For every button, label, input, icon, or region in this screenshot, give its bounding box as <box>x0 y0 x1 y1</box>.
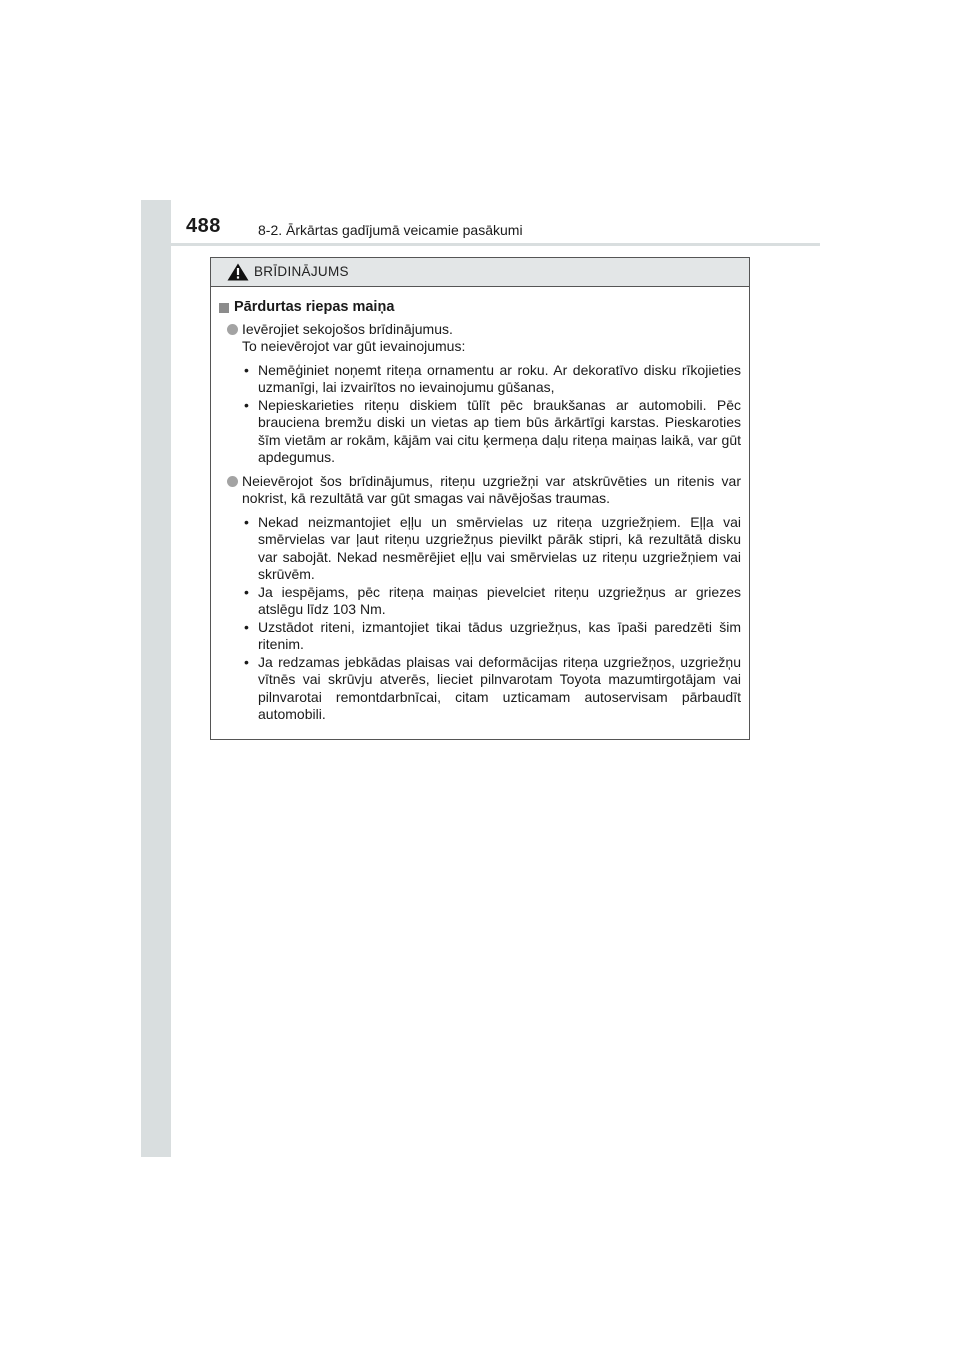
warning-subitem-text: Nepieskarieties riteņu diskiem tūlīt pēc braukšanas ar automobili. Pēc brauciena bremžu diski un vietas ap tiem būs ārkārtīgi karstas. Pieskaroties šīm vietām ar rokām, kājām vai citu ķermeņa daļu riteņa maiņas laikā, var gūt apdegumus. <box>258 396 741 465</box>
warning-triangle-icon <box>227 263 249 281</box>
header-rule <box>141 243 820 246</box>
warning-subheading-text: Pārdurtas riepas maiņa <box>234 299 395 315</box>
warning-subitem-text: Ja iespējams, pēc riteņa maiņas pievelciet riteņu uzgriežņus ar griezes atslēgu līdz 103 Nm. <box>258 583 741 617</box>
section-title: 8-2. Ārkārtas gadījumā veicamie pasākumi <box>258 222 523 238</box>
warning-body <box>211 287 749 724</box>
dot-bullet-icon: • <box>244 396 249 413</box>
warning-subitem <box>242 514 741 584</box>
warning-subitem <box>242 362 741 397</box>
warning-subitem <box>242 584 741 619</box>
dot-bullet-icon: • <box>244 618 249 635</box>
circle-bullet-icon <box>227 324 238 335</box>
warning-item <box>219 321 741 467</box>
dot-bullet-icon: • <box>244 513 249 530</box>
warning-title: BRĪDINĀJUMS <box>254 264 349 279</box>
warning-subitem-text: Ja redzamas jebkādas plaisas vai deformācijas riteņa uzgriežņos, uzgriežņu vītnēs vai skrūvju atverēs, lieciet pilnvarotam Toyota mazumtirgotājam vai pilnvarotai remontdarbnīcai, citam uzticamam autoservisam pārbaudīt automobili. <box>258 653 741 722</box>
warning-item-line: Ievērojiet sekojošos brīdinājumus. <box>242 320 453 337</box>
warning-subitem <box>242 654 741 724</box>
warning-subitem-text: Uzstādot riteni, izmantojiet tikai tādus uzgriežņus, kas īpaši paredzēti šim ritenim. <box>258 618 741 652</box>
warning-subheading <box>219 299 741 317</box>
page-number: 488 <box>186 215 221 237</box>
warning-sublist <box>242 362 741 467</box>
warning-box <box>210 257 750 740</box>
dot-bullet-icon: • <box>244 583 249 600</box>
circle-bullet-icon <box>227 476 238 487</box>
side-band <box>141 200 171 1157</box>
warning-subitem-text: Nekad neizmantojiet eļļu un smērvielas uz riteņa uzgriežņiem. Eļļa vai smērvielas var ļaut riteņu uzgriežņus pievilkt pārāk stipri, kā rezultātā disku var sabojāt. Nekad nesmērējiet eļļu vai smērvielas uz riteņu uzgriežņiem vai skrūvēm. <box>258 513 741 582</box>
warning-sublist <box>242 514 741 724</box>
warning-item-line: Neievērojot šos brīdinājumus, riteņu uzgriežņi var atskrūvēties un ritenis var nokrist, kā rezultātā var gūt smagas vai nāvējošas traumas. <box>242 472 741 506</box>
dot-bullet-icon: • <box>244 653 249 670</box>
warning-header <box>211 258 749 287</box>
warning-subitem <box>242 619 741 654</box>
warning-subitem-text: Nemēģiniet noņemt riteņa ornamentu ar roku. Ar dekoratīvo disku rīkojieties uzmanīgi, lai izvairītos no ievainojumu gūšanas, <box>258 361 741 395</box>
square-bullet-icon <box>219 303 229 313</box>
warning-item <box>219 473 741 724</box>
warning-item-line: To neievērojot var gūt ievainojumus: <box>242 338 466 354</box>
dot-bullet-icon: • <box>244 361 249 378</box>
warning-subitem <box>242 397 741 467</box>
